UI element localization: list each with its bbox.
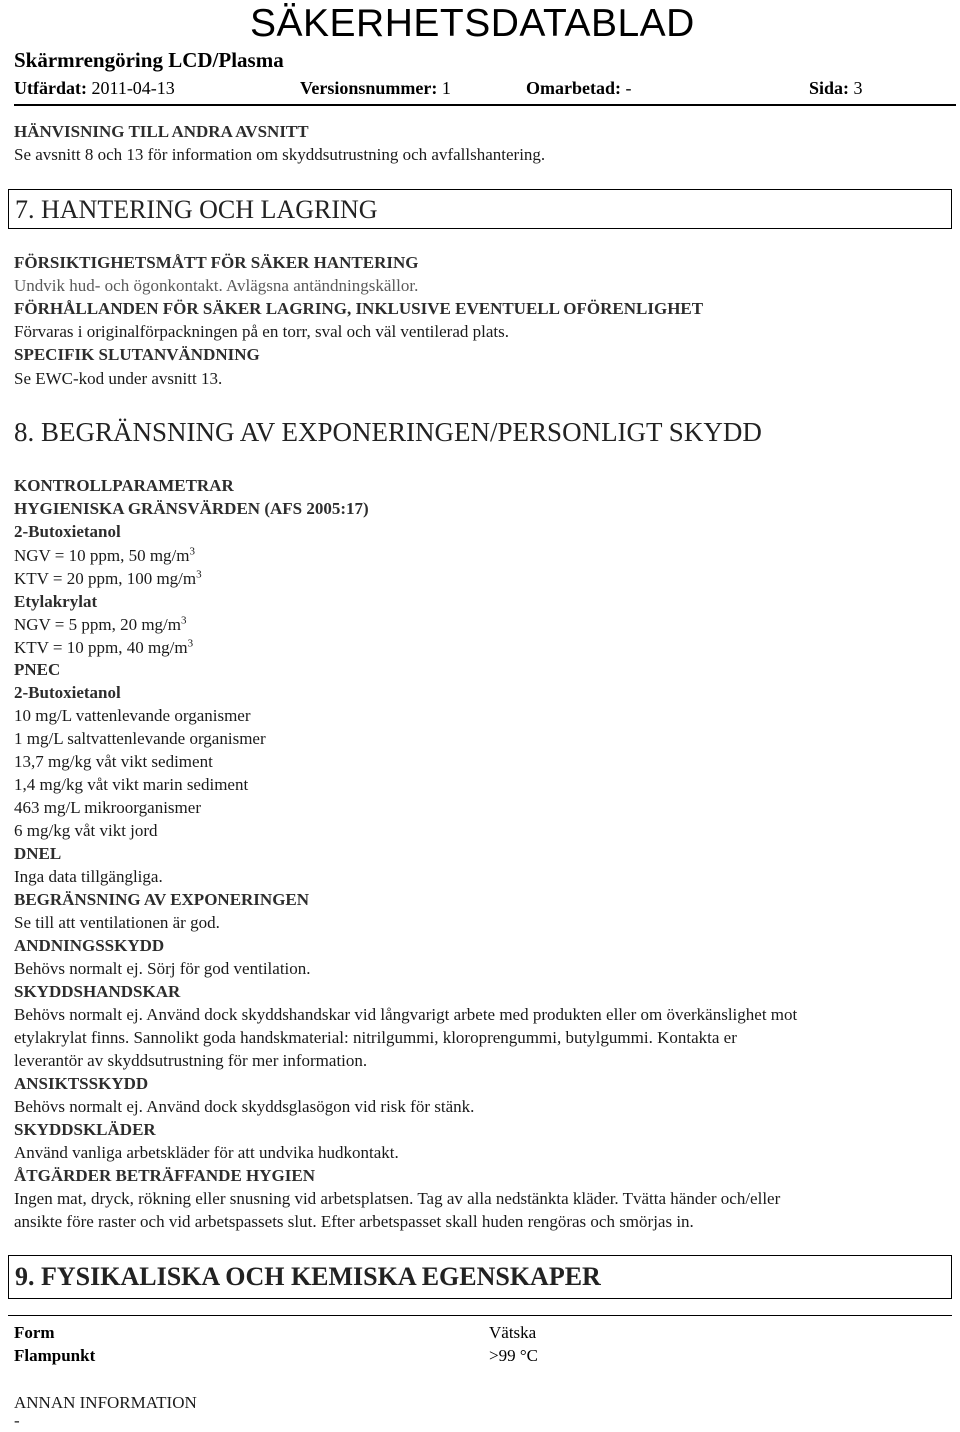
revised-label: Omarbetad: bbox=[526, 78, 621, 98]
superscript: 3 bbox=[189, 545, 196, 558]
respiratory-protection-heading: ANDNINGSSKYDD bbox=[14, 936, 165, 955]
version-field bbox=[300, 76, 451, 100]
gloves-text-line: leverantör av skyddsutrustning för mer information. bbox=[14, 1051, 368, 1070]
header-divider bbox=[14, 104, 956, 106]
pnec-value: 463 mg/L mikroorganismer bbox=[14, 798, 201, 817]
pnec-substance: 2-Butoxietanol bbox=[14, 683, 121, 702]
version-value: 1 bbox=[441, 78, 451, 98]
superscript: 3 bbox=[196, 568, 202, 581]
safe-storage-text: Förvaras i originalförpackningen på en torr, sval och väl ventilerad plats. bbox=[14, 322, 509, 341]
revised-field bbox=[526, 76, 631, 100]
hygiene-measures-heading: ÅTGÄRDER BETRÄFFANDE HYGIEN bbox=[14, 1166, 315, 1185]
reference-heading: HÄNVISNING TILL ANDRA AVSNITT bbox=[14, 122, 309, 141]
butoxyethanol-ktv bbox=[14, 568, 202, 590]
dnel-heading: DNEL bbox=[14, 844, 62, 863]
issued-label: Utfärdat: bbox=[14, 78, 87, 98]
superscript: 3 bbox=[187, 637, 194, 650]
substance-butoxyethanol: 2-Butoxietanol bbox=[14, 522, 121, 541]
pnec-value: 13,7 mg/kg våt vikt sediment bbox=[14, 752, 213, 771]
document-meta-row bbox=[14, 76, 874, 100]
butoxyethanol-ktv-text: KTV = 20 ppm, 100 mg/m bbox=[14, 569, 197, 588]
butoxyethanol-ngv-text: NGV = 10 ppm, 50 mg/m bbox=[14, 546, 190, 565]
issued-value: 2011-04-13 bbox=[91, 78, 175, 98]
properties-table bbox=[8, 1315, 952, 1378]
end-use-heading: SPECIFIK SLUTANVÄNDNING bbox=[14, 345, 260, 364]
butoxyethanol-ngv bbox=[14, 545, 195, 567]
hygiene-measures-text-line: Ingen mat, dryck, rökning eller snusning vid arbetsplatsen. Tag av alla nedstänkta kläder. Tvätta händer och/eller bbox=[14, 1189, 781, 1208]
protective-clothing-text: Använd vanliga arbetskläder för att undvika hudkontakt. bbox=[14, 1143, 399, 1162]
other-information-heading: ANNAN INFORMATION bbox=[14, 1393, 197, 1412]
superscript: 3 bbox=[181, 614, 187, 627]
safe-handling-heading: FÖRSIKTIGHETSMÅTT FÖR SÄKER HANTERING bbox=[14, 253, 419, 272]
ethylacrylate-ngv-text: NGV = 5 ppm, 20 mg/m bbox=[14, 615, 182, 634]
safe-storage-heading: FÖRHÅLLANDEN FÖR SÄKER LAGRING, INKLUSIVE EVENTUELL OFÖRENLIGHET bbox=[14, 299, 704, 318]
ethylacrylate-ktv-text: KTV = 10 ppm, 40 mg/m bbox=[14, 638, 188, 657]
pnec-heading: PNEC bbox=[14, 660, 61, 679]
section7-title: 7. HANTERING OCH LAGRING bbox=[15, 195, 378, 224]
face-protection-text: Behövs normalt ej. Använd dock skyddsglasögon vid risk för stänk. bbox=[14, 1097, 475, 1116]
respiratory-protection-text: Behövs normalt ej. Sörj för god ventilation. bbox=[14, 959, 311, 978]
property-label: Flampunkt bbox=[14, 1346, 96, 1365]
gloves-text-line: Behövs normalt ej. Använd dock skyddshandskar vid långvarigt arbete med produkten eller om överkänslighet mot bbox=[14, 1005, 798, 1024]
page-value: 3 bbox=[853, 78, 863, 98]
property-value: Vätska bbox=[489, 1323, 537, 1342]
property-value: >99 °C bbox=[489, 1346, 538, 1365]
table-row bbox=[14, 1345, 914, 1367]
hygiene-measures-text-line: ansikte före raster och vid arbetspassets slut. Efter arbetspasset skall huden rengöras och smörjas in. bbox=[14, 1212, 694, 1231]
safe-handling-text: Undvik hud- och ögonkontakt. Avlägsna antändningskällor. bbox=[14, 276, 419, 295]
exposure-controls-text: Se till att ventilationen är god. bbox=[14, 913, 220, 932]
reference-text: Se avsnitt 8 och 13 för information om skyddsutrustning och avfallshantering. bbox=[14, 145, 546, 164]
gloves-heading: SKYDDSHANDSKAR bbox=[14, 982, 181, 1001]
face-protection-heading: ANSIKTSSKYDD bbox=[14, 1074, 149, 1093]
page-field bbox=[809, 76, 863, 100]
section8-title: 8. BEGRÄNSNING AV EXPONERINGEN/PERSONLIGT SKYDD bbox=[14, 417, 762, 447]
substance-ethylacrylate: Etylakrylat bbox=[14, 592, 98, 611]
revised-value: - bbox=[625, 78, 632, 98]
gloves-text-line: etylakrylat finns. Sannolikt goda handskmaterial: nitrilgummi, kloroprengummi, butylgummi. Kontakta er bbox=[14, 1028, 737, 1047]
ethylacrylate-ktv bbox=[14, 637, 193, 659]
issued-field bbox=[14, 76, 175, 100]
protective-clothing-heading: SKYDDSKLÄDER bbox=[14, 1120, 156, 1139]
pnec-value: 6 mg/kg våt vikt jord bbox=[14, 821, 158, 840]
ethylacrylate-ngv bbox=[14, 614, 187, 636]
table-row bbox=[14, 1322, 914, 1344]
dnel-text: Inga data tillgängliga. bbox=[14, 867, 163, 886]
pnec-value: 1,4 mg/kg våt vikt marin sediment bbox=[14, 775, 249, 794]
end-use-text: Se EWC-kod under avsnitt 13. bbox=[14, 369, 223, 388]
exposure-controls-heading: BEGRÄNSNING AV EXPONERINGEN bbox=[14, 890, 310, 909]
hygienic-limits-heading: HYGIENISKA GRÄNSVÄRDEN (AFS 2005:17) bbox=[14, 499, 369, 518]
section7-title-box bbox=[8, 189, 952, 229]
control-parameters-heading: KONTROLLPARAMETRAR bbox=[14, 476, 234, 495]
product-name: Skärmrengöring LCD/Plasma bbox=[14, 48, 284, 72]
other-information-text: - bbox=[14, 1411, 20, 1430]
pnec-value: 10 mg/L vattenlevande organismer bbox=[14, 706, 251, 725]
page-label: Sida: bbox=[809, 78, 850, 98]
section9-title: 9. FYSIKALISKA OCH KEMISKA EGENSKAPER bbox=[15, 1262, 601, 1291]
property-label: Form bbox=[14, 1323, 55, 1342]
version-label: Versionsnummer: bbox=[300, 78, 438, 98]
pnec-value: 1 mg/L saltvattenlevande organismer bbox=[14, 729, 266, 748]
document-title: SÄKERHETSDATABLAD bbox=[250, 2, 695, 45]
section9-title-box bbox=[8, 1255, 952, 1299]
